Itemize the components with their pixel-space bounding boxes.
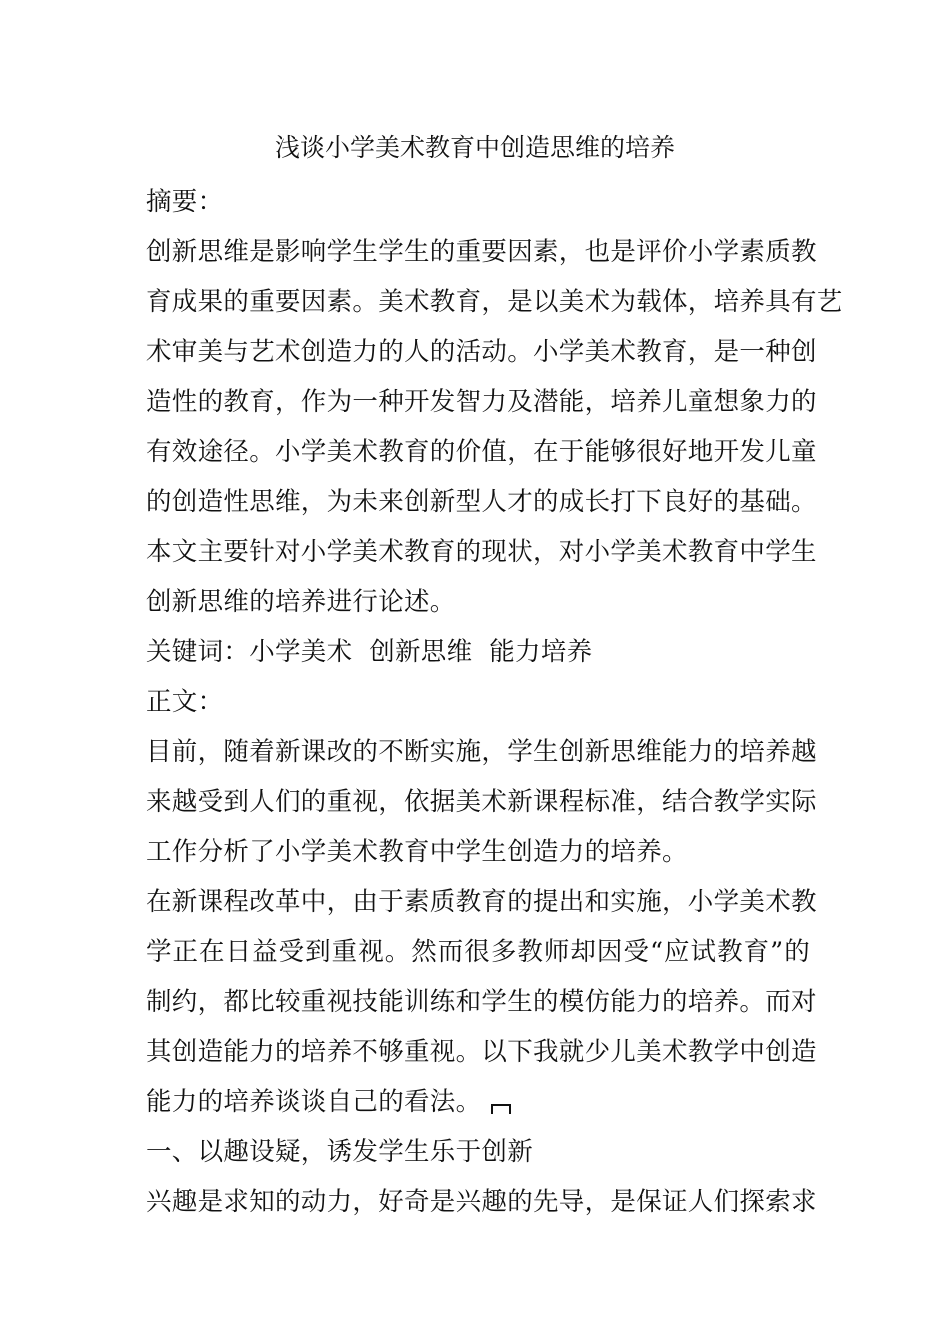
abstract-line: 有效途径。小学美术教育的价值，在于能够很好地开发儿童 bbox=[146, 437, 817, 467]
abstract-line: 术审美与艺术创造力的人的活动。小学美术教育，是一种创 bbox=[146, 337, 817, 367]
body-label: 正文： bbox=[146, 687, 224, 717]
abstract-line: 的创造性思维，为未来创新型人才的成长打下良好的基础。 bbox=[146, 487, 817, 517]
section-heading: 一、以趣设疑，诱发学生乐于创新 bbox=[146, 1137, 534, 1167]
paragraph-line: 制约，都比较重视技能训练和学生的模仿能力的培养。而对 bbox=[146, 987, 817, 1017]
paragraph-line: 在新课程改革中，由于素质教育的提出和实施，小学美术教 bbox=[146, 887, 817, 917]
paragraph-line: 学正在日益受到重视。然而很多教师却因受“应试教育”的 bbox=[146, 937, 810, 967]
keywords-line: 关键词：小学美术 创新思维 能力培养 bbox=[146, 637, 593, 667]
paragraph-line: 能力的培养谈谈自己的看法。 bbox=[146, 1087, 482, 1117]
abstract-line: 创新思维的培养进行论述。 bbox=[146, 587, 456, 617]
paragraph-line: 兴趣是求知的动力，好奇是兴趣的先导，是保证人们探索求 bbox=[146, 1187, 817, 1217]
paragraph-line: 来越受到人们的重视，依据美术新课程标准，结合教学实际 bbox=[146, 787, 817, 817]
paragraph-line: 工作分析了小学美术教育中学生创造力的培养。 bbox=[146, 837, 688, 867]
abstract-line: 育成果的重要因素。美术教育，是以美术为载体，培养具有艺 bbox=[146, 287, 843, 317]
document-title: 浅谈小学美术教育中创造思维的培养 bbox=[274, 133, 675, 162]
paragraph-line: 其创造能力的培养不够重视。以下我就少儿美术教学中创造 bbox=[146, 1037, 817, 1067]
abstract-label: 摘要： bbox=[146, 187, 224, 217]
abstract-line: 本文主要针对小学美术教育的现状，对小学美术教育中学生 bbox=[146, 537, 817, 567]
paragraph-line-with-mark bbox=[146, 1082, 810, 1122]
abstract-line: 创新思维是影响学生学生的重要因素，也是评价小学素质教 bbox=[146, 237, 817, 267]
abstract-line: 造性的教育，作为一种开发智力及潜能，培养儿童想象力的 bbox=[146, 387, 817, 417]
paragraph-line: 目前，随着新课改的不断实施，学生创新思维能力的培养越 bbox=[146, 737, 817, 767]
editing-mark-icon bbox=[491, 1104, 511, 1114]
